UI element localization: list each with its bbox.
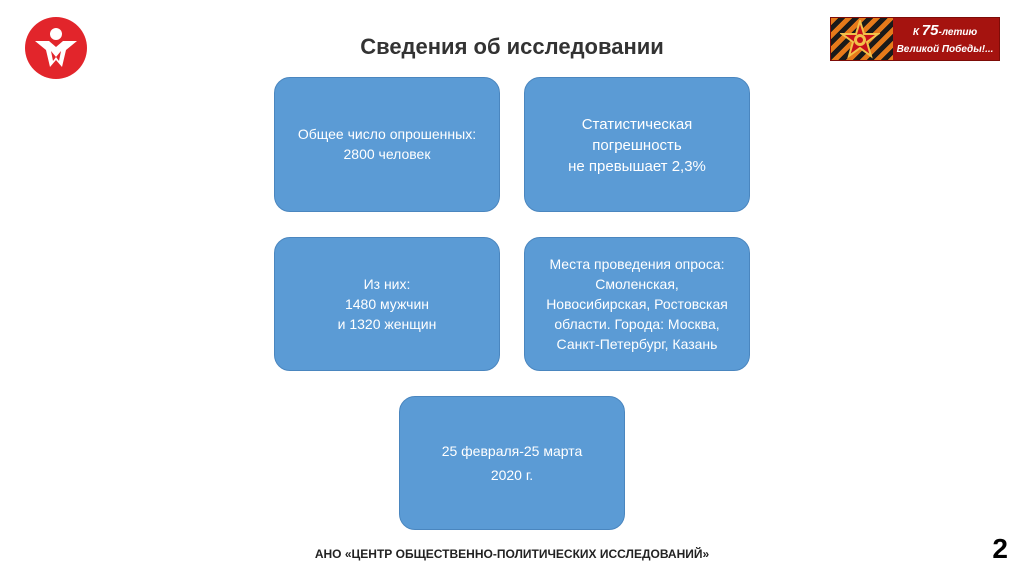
gender-line: Из них: xyxy=(363,276,411,292)
dates-line: 2020 г. xyxy=(490,467,534,483)
statistical-error-box xyxy=(524,77,750,212)
dates-line: 25 февраля-25 марта xyxy=(441,443,583,459)
places-line: Смоленская, xyxy=(595,276,679,292)
gender-breakdown-box xyxy=(274,237,500,371)
page-number: 2 xyxy=(992,533,1008,564)
places-line: Новосибирская, Ростовская xyxy=(546,296,728,312)
badge-prefix: К xyxy=(912,27,920,38)
respondents-line: Общее число опрошенных: xyxy=(297,126,477,142)
page-title: Сведения об исследовании xyxy=(360,34,664,59)
badge-suffix: -летию xyxy=(938,27,978,38)
order-star-icon xyxy=(840,20,880,60)
badge-caption xyxy=(895,22,995,58)
places-line: области. Города: Москва, xyxy=(554,316,720,332)
error-line: погрешность xyxy=(592,137,682,154)
respondents-box xyxy=(274,77,500,212)
places-line: Места проведения опроса: xyxy=(549,256,725,272)
error-line: не превышает 2,3% xyxy=(568,158,706,175)
badge-line2: Великой Победы!... xyxy=(896,44,994,55)
places-line: Санкт-Петербург, Казань xyxy=(556,336,718,352)
survey-dates-box xyxy=(399,396,625,530)
survey-locations-box xyxy=(524,237,750,371)
victory-anniversary-badge xyxy=(830,17,1000,61)
gender-line: и 1320 женщин xyxy=(337,316,437,332)
badge-number: 75 xyxy=(921,22,939,39)
footer-organization: АНО «ЦЕНТР ОБЩЕСТВЕННО-ПОЛИТИЧЕСКИХ ИССЛЕДОВАНИЙ» xyxy=(314,547,710,561)
error-line: Статистическая xyxy=(581,116,693,133)
respondents-line: 2800 человек xyxy=(343,146,431,162)
gender-line: 1480 мужчин xyxy=(344,296,429,312)
